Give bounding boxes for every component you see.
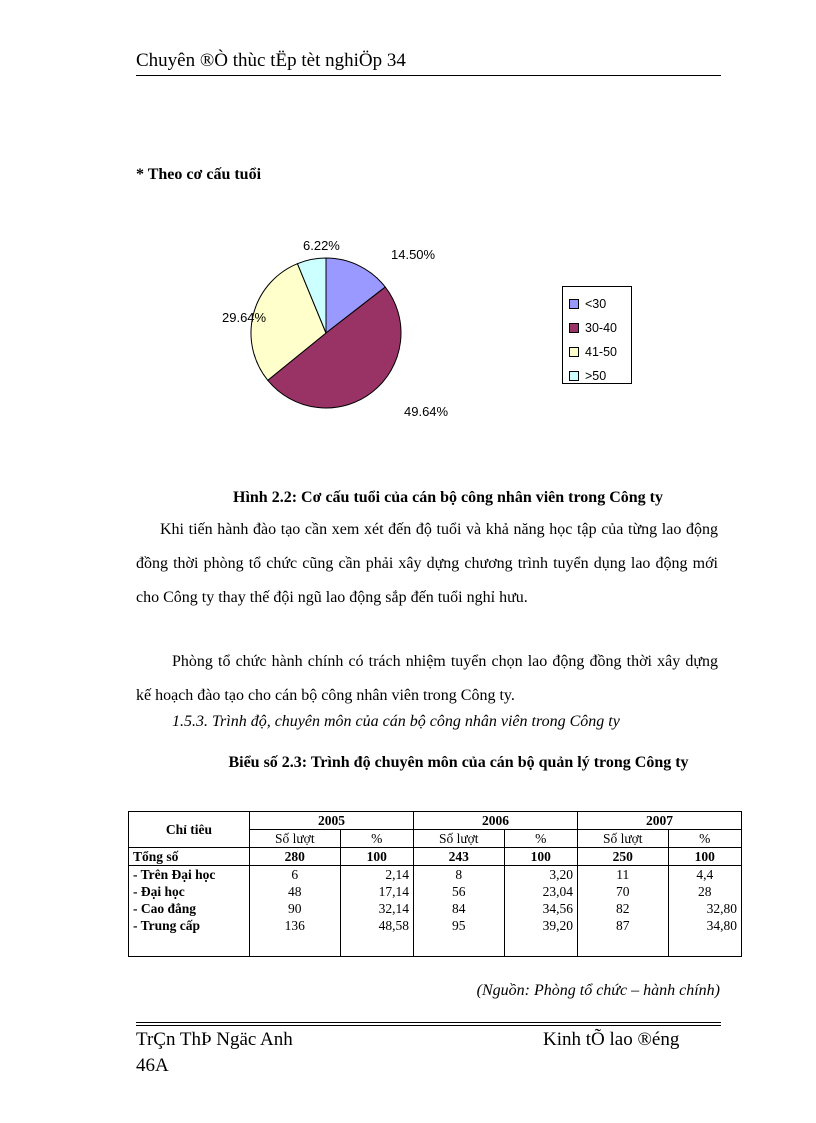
legend-label: 41-50 (585, 345, 617, 359)
qualification-table (128, 811, 742, 957)
table-row-total (129, 848, 742, 866)
footer-author-name: TrÇn ThÞ Ngäc Anh (136, 1029, 293, 1050)
cell: 82 (577, 900, 668, 917)
cell: 17,14 (340, 883, 413, 900)
cell: 250 (577, 848, 668, 866)
subheader-percent: % (504, 830, 577, 848)
legend-label: <30 (585, 297, 607, 311)
cell: 56 (413, 883, 504, 900)
cell: 32,14 (340, 900, 413, 917)
legend-swatch (569, 323, 579, 333)
legend-item (569, 364, 631, 388)
cell: 8 (413, 866, 504, 884)
legend-swatch (569, 299, 579, 309)
cell: 100 (504, 848, 577, 866)
cell: 100 (340, 848, 413, 866)
pie-chart (196, 228, 486, 428)
table-title: Biểu số 2.3: Trình độ chuyên môn của cán bộ quản lý trong Công ty (228, 754, 689, 771)
pie-data-label: 6.22% (303, 238, 340, 253)
subheader-count: Số lượt (250, 830, 341, 848)
source-note: (Nguồn: Phòng tổ chức – hành chính) (476, 982, 720, 999)
cell: 34,80 (668, 917, 741, 934)
pie-data-label: 49.64% (404, 404, 449, 419)
row-label: - Đại học (129, 883, 250, 900)
cell: 48,58 (340, 917, 413, 934)
footer-department: Kinh tÕ lao ®éng (543, 1029, 680, 1050)
table-header-row (129, 812, 742, 830)
cell: 70 (577, 883, 668, 900)
footer-rule (136, 1025, 721, 1026)
subheader-percent: % (668, 830, 741, 848)
legend-swatch (569, 371, 579, 381)
cell: 23,04 (504, 883, 577, 900)
cell: 3,20 (504, 866, 577, 884)
footer-rule (136, 1022, 721, 1023)
cell: 100 (668, 848, 741, 866)
cell: 280 (250, 848, 341, 866)
paragraph-1: Khi tiến hành đào tạo cần xem xét đến độ tuổi và khả năng học tập của từng lao động đồng thời phòng tổ chức cũng cần phải xây dựng chương trình tuyển dụng lao động mới cho Công ty thay thế đội ngũ lao động sắp đến tuổi nghỉ hưu. (136, 521, 718, 606)
cell: 32,80 (668, 900, 741, 917)
cell: 48 (250, 883, 341, 900)
header-year-2005: 2005 (250, 812, 414, 830)
table-row (129, 900, 742, 917)
paragraph-2: Phòng tổ chức hành chính có trách nhiệm tuyển chọn lao động đồng thời xây dựng kế hoạch đào tạo cho cán bộ công nhân viên trong Công ty. (136, 653, 718, 704)
section-heading: * Theo cơ cấu tuổi (136, 166, 262, 183)
pie-data-label: 14.50% (391, 247, 436, 262)
row-label: - Trên Đại học (129, 866, 250, 884)
cell: 39,20 (504, 917, 577, 934)
cell: 95 (413, 917, 504, 934)
figure-caption: Hình 2.2: Cơ cấu tuổi của cán bộ công nhân viên trong Công ty (233, 489, 663, 506)
subheader-percent: % (340, 830, 413, 848)
header-year-2007: 2007 (577, 812, 741, 830)
legend-item (569, 316, 631, 340)
table-row-empty (129, 934, 742, 957)
cell: 28 (668, 883, 741, 900)
row-label: Tổng số (129, 848, 250, 866)
cell: 136 (250, 917, 341, 934)
cell: 90 (250, 900, 341, 917)
legend-swatch (569, 347, 579, 357)
legend-label: >50 (585, 369, 607, 383)
subheader-count: Số lượt (413, 830, 504, 848)
header-year-2006: 2006 (413, 812, 577, 830)
cell: 6 (250, 866, 341, 884)
row-label: - Cao đẳng (129, 900, 250, 917)
pie-data-label: 29.64% (222, 310, 267, 325)
table-row (129, 917, 742, 934)
subheader-count: Số lượt (577, 830, 668, 848)
cell: 243 (413, 848, 504, 866)
cell: 2,14 (340, 866, 413, 884)
footer-author-class: 46A (136, 1055, 169, 1076)
legend-label: 30-40 (585, 321, 617, 335)
row-label: - Trung cấp (129, 917, 250, 934)
cell: 4,4 (668, 866, 741, 884)
cell: 34,56 (504, 900, 577, 917)
table-row (129, 883, 742, 900)
cell: 11 (577, 866, 668, 884)
chart-legend (562, 286, 632, 384)
table-row (129, 866, 742, 884)
footer-author (136, 1027, 293, 1079)
header-indicator: Chỉ tiêu (129, 812, 250, 848)
cell: 84 (413, 900, 504, 917)
cell: 87 (577, 917, 668, 934)
header-rule (136, 75, 721, 76)
subsection-heading: 1.5.3. Trình độ, chuyên môn của cán bộ công nhân viên trong Công ty (172, 713, 620, 730)
page-header: Chuyên ®Ò thùc tËp tèt nghiÖp 34 (136, 50, 406, 71)
legend-item (569, 292, 631, 316)
legend-item (569, 340, 631, 364)
